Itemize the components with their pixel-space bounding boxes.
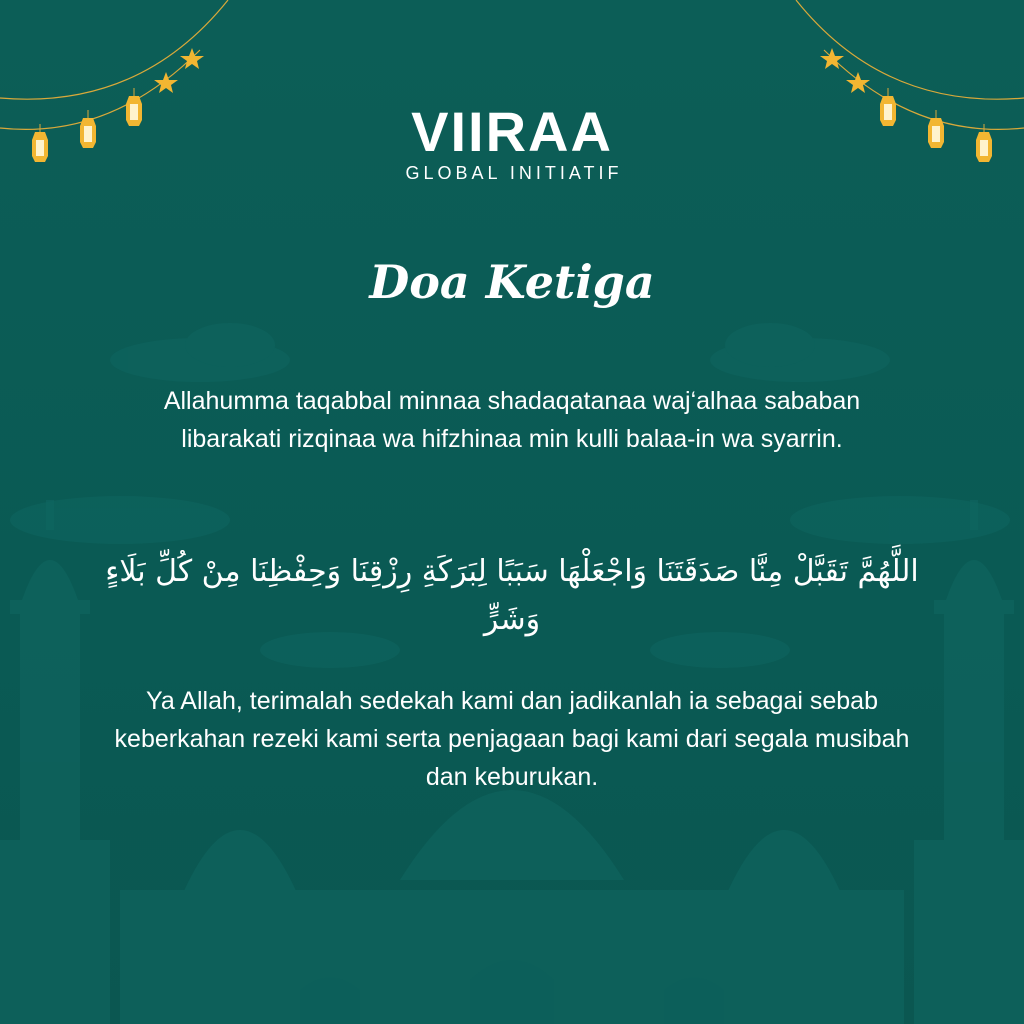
arabic-prayer: اللَّهُمَّ تَقَبَّلْ مِنَّا صَدَقَتَنَا وَاجْعَلْهَا سَبَبًا لِبَرَكَةِ رِزْقِنَا وَحِفْظِنَا مِنْ كُلِّ بَلَاءٍ وَشَرٍّ [105, 554, 919, 637]
brand-logo [0, 100, 1024, 184]
star-icon [154, 48, 870, 93]
brand-name: VIIRAA [411, 100, 613, 163]
latin-transliteration: Allahumma taqabbal minnaa shadaqatanaa waj‘alhaa sababan libarakati rizqinaa wa hifzhinaa min kulli balaa-in wa syarrin. [163, 387, 861, 453]
page-title: Doa Ketiga [369, 255, 655, 309]
brand-tagline: GLOBAL INITIATIF [405, 163, 623, 183]
prayer-translation: Ya Allah, terimalah sedekah kami dan jadikanlah ia sebagai sebab keberkahan rezeki kami serta penjagaan bagi kami dari segala musibah dan keburukan. [114, 687, 910, 791]
